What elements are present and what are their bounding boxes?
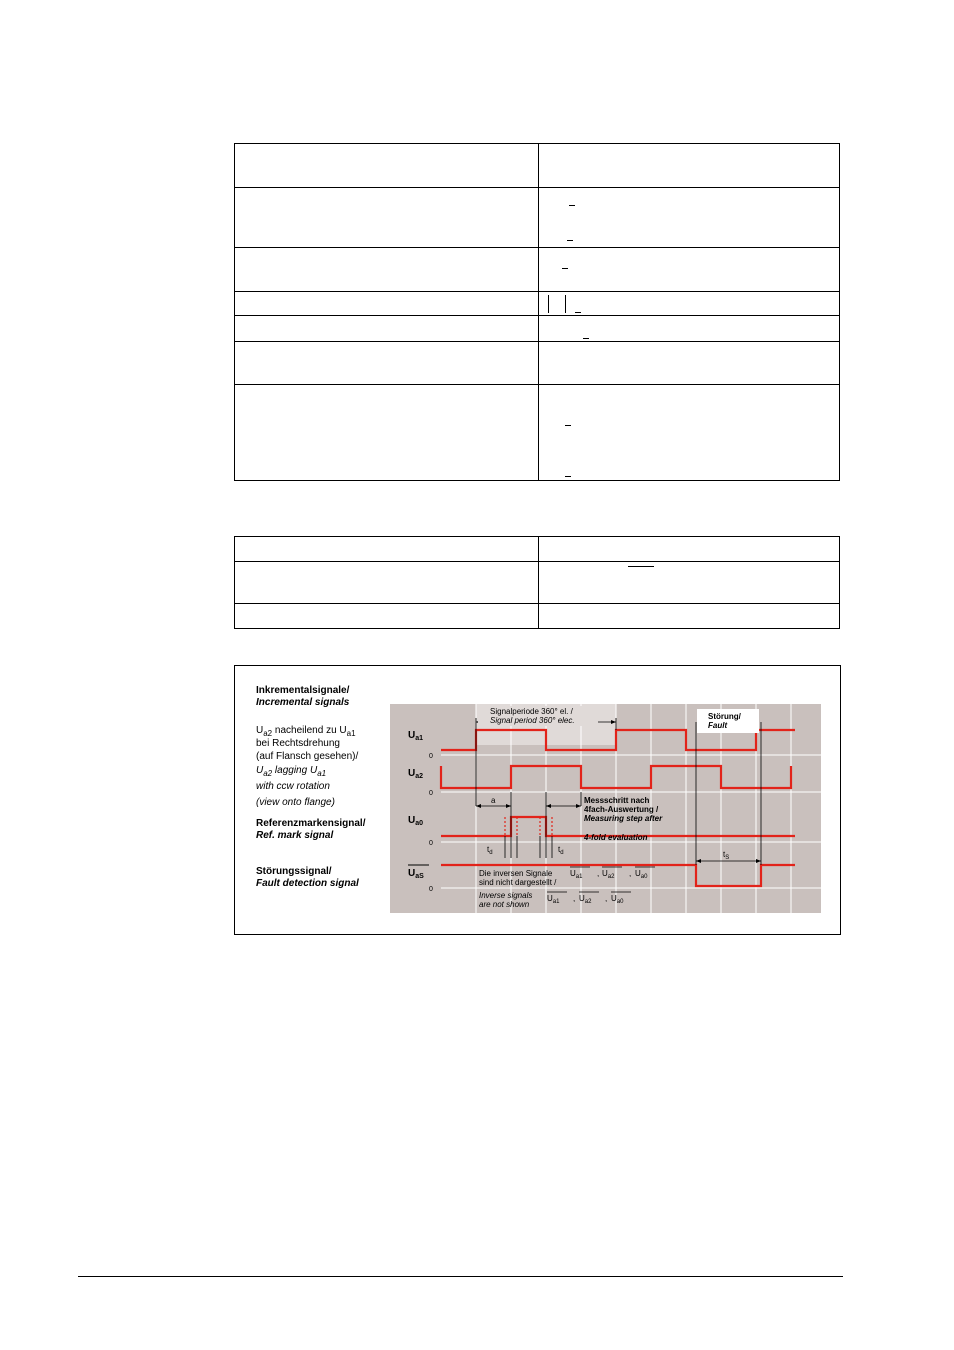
period-label-de: Signalperiode 360° el. / [490, 707, 573, 716]
abs-bar-mark [548, 295, 549, 313]
lag-en-2: with ccw rotation [256, 781, 330, 792]
table-1-cell [235, 385, 539, 481]
footer-rule [78, 1276, 843, 1277]
table-1-cell [235, 292, 539, 316]
fault-en: Fault detection signal [256, 878, 359, 889]
ua1-label: $U_{a1}$ [408, 730, 424, 742]
table-1-cell [539, 248, 840, 292]
inv-ua0-de: $U_{a0}$ [635, 869, 648, 880]
table-1-cell [539, 188, 840, 248]
table-2-cell [539, 604, 840, 629]
overbar-mark [562, 268, 568, 269]
ref-en: Ref. mark signal [256, 830, 334, 841]
overbar-mark [565, 425, 571, 426]
timing-diagram-figure [234, 665, 841, 935]
ua0-label: $U_{a0}$ [408, 815, 424, 827]
overbar-mark [567, 240, 573, 241]
step-label-de-1: Messschritt nach [584, 796, 650, 805]
lag-de-2: bei Rechtsdrehung [256, 738, 340, 749]
td-label-left: $t_d$ [487, 845, 493, 856]
td-label-right: $t_d$ [558, 845, 564, 856]
table-1-cell [539, 385, 840, 481]
zero-label: 0 [429, 840, 433, 847]
spec-table-2 [234, 536, 840, 629]
comma: , [573, 894, 576, 903]
inverse-de-1: Die inversen Signale [479, 869, 553, 878]
lag-en-3: (view onto flange) [256, 797, 335, 808]
spec-table-1 [234, 143, 840, 481]
table-2-cell [235, 537, 539, 562]
step-label-en-1: Measuring step after [584, 814, 663, 823]
a-label: a [491, 796, 496, 805]
overbar-mark [583, 338, 589, 339]
abs-bar-mark [565, 295, 566, 313]
inverse-en-2: are not shown [479, 900, 530, 909]
inv-ua1-en: $U_{a1}$ [547, 894, 560, 905]
fault-box-en: Fault [708, 721, 728, 730]
table-1-cell [235, 316, 539, 342]
overbar-mark [575, 312, 581, 313]
table-1-cell [235, 144, 539, 188]
comma: , [597, 869, 600, 878]
table-1-cell [539, 342, 840, 385]
fault-box-de: Störung/ [708, 712, 741, 721]
comma: , [629, 869, 632, 878]
step-label-de-2: 4fach-Auswertung / [584, 805, 659, 814]
overbar-mark [565, 476, 571, 477]
zero-label: 0 [429, 886, 433, 893]
period-label-en: Signal period 360° elec. [490, 716, 575, 725]
ts-label: $t_S$ [723, 850, 730, 861]
ua2-label: $U_{a2}$ [408, 768, 424, 780]
overbar-mark [569, 205, 575, 206]
table-2-cell [235, 562, 539, 604]
timing-diagram [235, 666, 840, 934]
inv-ua2-de: $U_{a2}$ [602, 869, 615, 880]
overbar-mark [628, 566, 654, 567]
zero-label: 0 [429, 790, 433, 797]
table-1-cell [235, 342, 539, 385]
lag-en-1: $U_{a2}$ lagging $U_{a1}$ [256, 765, 327, 778]
table-2-cell [235, 604, 539, 629]
left-legend [256, 685, 366, 889]
incremental-en: Incremental signals [256, 697, 350, 708]
table-1-cell [235, 188, 539, 248]
inverse-de-2: sind nicht dargestellt / [479, 878, 557, 887]
inv-ua2-en: $U_{a2}$ [579, 894, 592, 905]
table-1-cell [539, 144, 840, 188]
fault-de: Störungssignal/ [256, 866, 332, 877]
zero-label: 0 [429, 753, 433, 760]
lag-de-1: $U_{a2}$ nacheilend zu $U_{a1}$ [256, 725, 356, 738]
inv-ua0-en: $U_{a0}$ [611, 894, 624, 905]
uas-label: $U_{aS}$ [408, 868, 424, 880]
inverse-en-1: Inverse signals [479, 891, 533, 900]
table-2-cell [539, 537, 840, 562]
table-1-cell [539, 292, 840, 316]
table-2-cell [539, 562, 840, 604]
lag-de-3: (auf Flansch gesehen)/ [256, 751, 359, 762]
incremental-de: Inkrementalsignale/ [256, 685, 350, 696]
comma: , [605, 894, 608, 903]
table-1-cell [235, 248, 539, 292]
ref-de: Referenzmarkensignal/ [256, 818, 366, 829]
inv-ua1-de: $U_{a1}$ [570, 869, 583, 880]
step-label-en-2: 4-fold evaluation [584, 833, 648, 842]
table-1-cell [539, 316, 840, 342]
